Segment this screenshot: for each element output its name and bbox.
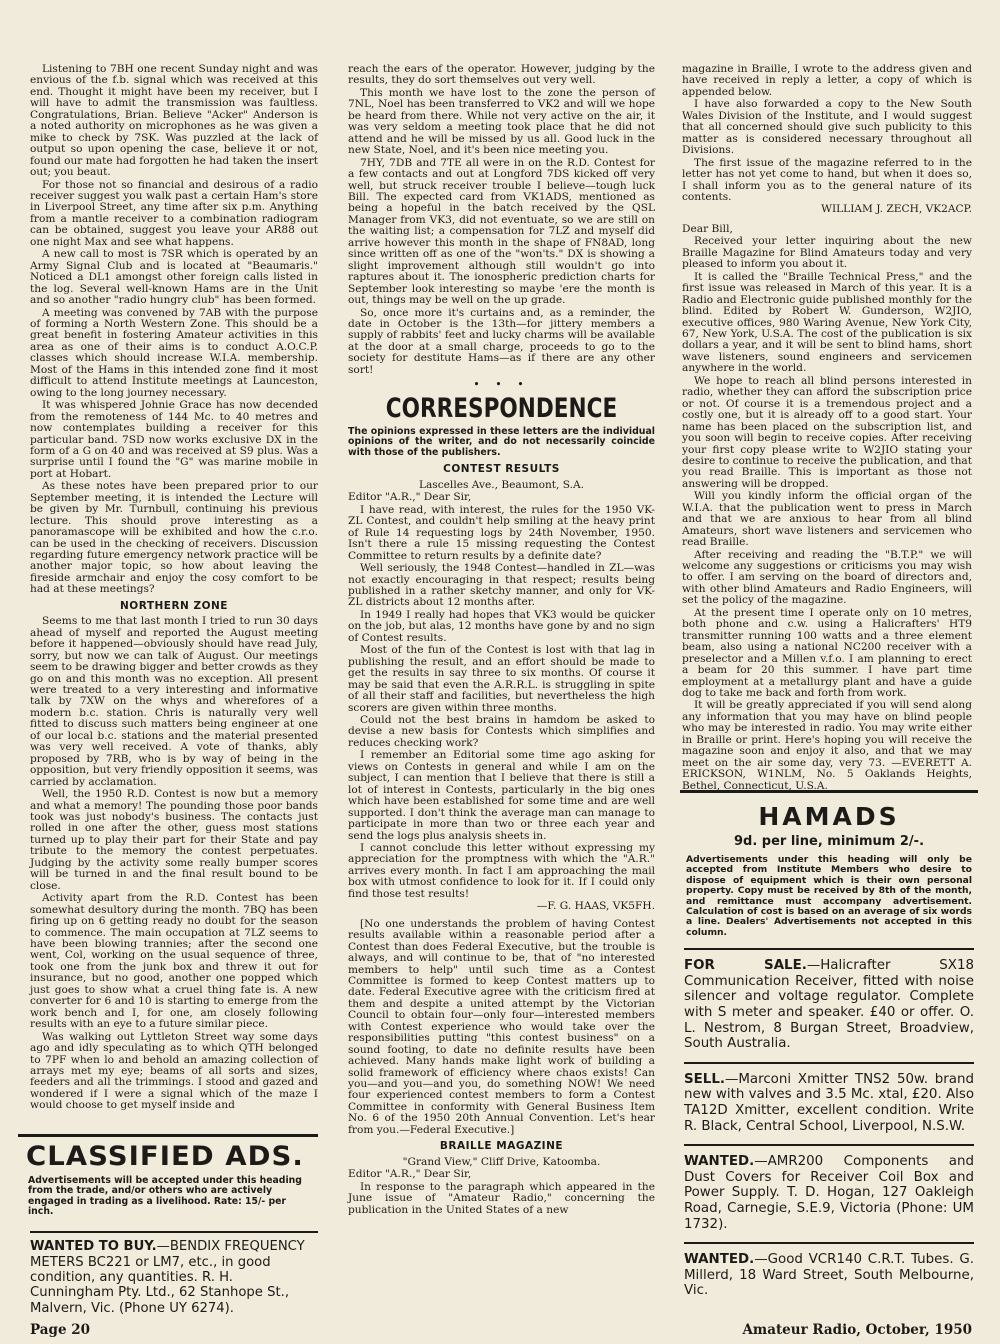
paragraph: In response to the paragraph which appeared in the June issue of "Amateur Radio," concerning the publication in the United States of a new bbox=[348, 1180, 655, 1216]
ad-body: —Good VCR140 C.R.T. Tubes. G. Millerd, 18 Ward Street, South Melbourne, Vic. bbox=[684, 1252, 974, 1299]
paragraph: So, once more it's curtains and, as a reminder, the date in October is the 13th—for jittery members a supply of rabbits' feet and lucky charms will be available at the door at a small charge, proceeds to go to the society for destitute Hams—as if there are any other sort! bbox=[348, 306, 655, 376]
paragraph: I cannot conclude this letter without expressing my appreciation for the promptness with which the "A.R." arrives every month. In fact I am approaching the mail box with utmost confidence to look for it. If I could only find those test results! bbox=[348, 841, 655, 900]
paragraph: In 1949 I really had hopes that VK3 would be quicker on the job, but alas, 12 months have gone by and no sign of Contest results. bbox=[348, 608, 655, 644]
paragraph: Could not the best brains in hamdom be asked to devise a new basis for Contests which simplifies and reduces checking work? bbox=[348, 713, 655, 749]
hamads-note: Advertisements under this heading will only be accepted from Institute Members who desire to dispose of equipment which is their own personal property. Copy must be received by 8th of the month, and remittance must accompany advertisement. Calculation of cost is based on an average of six words a line. Dealers' Advertisements not accepted in this column. bbox=[686, 854, 972, 938]
ad-lead: WANTED. bbox=[684, 1154, 755, 1170]
classified-ads-box bbox=[18, 1134, 318, 1316]
paragraph: Seems to me that last month I tried to run 30 days ahead of myself and reported the August meeting before it happened—obviously should have read July, sorry, but now we can talk of August. Our meetings seem to be drawing bigger and better crowds as they go on and this month was no exception. All present were treated to a very interesting and informative talk by 7XW on the whys and wherefores of a modern b.c. station. Chris is naturally very well fitted to discuss such matters being engineer at one of our local b.c. stations and the material presented was very well received. A vote of thanks, ably proposed by 7RB, who is by way of being in the opposition, but very friendly opposition it seems, was carried by acclamation. bbox=[30, 615, 318, 788]
ad-lead: SELL. bbox=[684, 1071, 725, 1087]
ad-lead: WANTED. bbox=[684, 1252, 755, 1268]
letter-salutation: Dear Bill, bbox=[682, 222, 733, 235]
column-right bbox=[682, 63, 972, 792]
paragraph: A new call to most is 7SR which is operated by an Army Signal Club and is located at "Beaumaris." Noticed a DL1 amongst other foreign calls listed in the log. Several well-known Hams are in the Unit and so another "radio hungry club" has been formed. bbox=[30, 248, 318, 307]
paragraph: Will you kindly inform the official organ of the W.I.A. that the publication went to press in March and that we are anxious to hear from all blind Amateurs, short wave listeners and servicemen who read Braille. bbox=[682, 490, 972, 549]
paragraph: A meeting was convened by 7AB with the purpose of forming a North Western Zone. This should be a great benefit in fostering Amateur activities in this area as one of their aims is to conduct A.O.C.P. classes which should increase W.I.A. membership. Most of the Hams in this intended zone find it most difficult to attend Institute meetings at Launceston, owing to the long journey necessary. bbox=[30, 306, 318, 399]
correspondence-disclaimer: The opinions expressed in these letters are the individual opinions of the writer, and do not necessarily coincide with those of the publishers. bbox=[348, 425, 655, 458]
paragraph: I remember an Editorial some time ago asking for views on Contests in general and while I am on the subject, I can mention that I believe that there is still a lot of interest in Contests, particularly in the big ones which have been established for some time and are well supported. I don't think the average man can manage to participate in more than two or three each year and send the logs plus analysis sheets in. bbox=[348, 749, 655, 842]
column-left bbox=[30, 64, 318, 1160]
paragraph: It will be greatly appreciated if you will send along any information that you may have on blind people who may be interested in radio. You may write either in Braille or print. Here's hoping you will receive the magazine soon and enjoy it also, and that we may meet on the air some day, very 73. —EVERETT A. ERICKSON, W1NLM, No. 5 Oaklands Heights, Bethel, Connecticut, U.S.A. bbox=[682, 699, 972, 792]
ad-body: —Halicrafter SX18 Communication Receiver, fitted with noise silencer and voltage regulator. Complete with S meter and speaker. £40 or offer. O. L. Nestrom, 8 Burgan Street, Broadview, South Australia. bbox=[684, 958, 974, 1052]
paragraph: It is called the "Braille Technical Press," and the first issue was released in March of this year. It is a Radio and Electronic guide published monthly for the blind. Edited by Robert W. Gunderson, W2JIO, executive offices, 980 Waring Avenue, New York City, 67, New York, U.S.A. The cost of the publication is six dollars a year, and it will be sent to blind hams, short wave listeners, sound engineers and servicemen anywhere in the world. bbox=[682, 270, 972, 375]
hamads-price: 9d. per line, minimum 2/-. bbox=[733, 834, 925, 849]
paragraph: For those not so financial and desirous of a radio receiver suggest you walk past a certain Ham's store in Liverpool Street, any time after six p.m. Anything from a mantle receiver to a combination radiogram can be obtained, suggest you leave your AR88 out one night Max and see what happens. bbox=[30, 178, 318, 248]
ad-lead: FOR SALE. bbox=[684, 958, 807, 974]
paragraph: I have read, with interest, the rules for the 1950 VK-ZL Contest, and couldn't help smiling at the heavy print of Rule 14 requesting logs by 24th November, 1950. Isn't there a rule 15 missing requesting the Contest Committee to return results by a definite date? bbox=[348, 503, 655, 562]
paragraph: [No one understands the problem of having Contest results available within a reasonable period after a Contest than does Federal Executive, but the trouble is always, and will continue to be, that of "no interested members to help" until such time as a Contest Committee is formed to keep Contest matters up to date. Federal Executive agree with the criticism fired at them and despite a united attempt by the Victorian Council to obtain four—only four—interested members with Contest experience who would take over the responsibilities putting "this contest business" on a sound footing, to date no definite results have been achieved. Many hands make light work of building a solid framework of efficiency where chaos exists! Can you—and you—and you, do something NOW! We need four experienced contest members to form a Contest Committee in conformity with General Business Item No. 6 of the 1950 20th Annual Convention. Let's hear from you.—Federal Executive.] bbox=[348, 917, 655, 1136]
paragraph: Received your letter inquiring about the new Braille Magazine for Blind Amateurs today and very pleased to inform you about it. bbox=[682, 235, 972, 271]
page-footer bbox=[0, 1312, 1000, 1344]
ad-body: —Marconi Xmitter TNS2 50w. brand new with valves and 3.5 Mc. xtal, £20. Also TA12D Xmitter, excellent condition. Write R. Black, Central School, Liverpool, N.S.W. bbox=[684, 1071, 975, 1134]
hamads-title: HAMADS bbox=[758, 802, 900, 831]
letter-address: Lascelles Ave., Beaumont, S.A. bbox=[418, 478, 585, 491]
hamad-ad bbox=[684, 1242, 974, 1299]
paragraph: Was walking out Lyttleton Street way some days ago and idly speculating as to which QTH belonged to 7PF when lo and behold an amazing collection of arrays met my eye; beams of all sorts and sizes, feeders and all the trimmings. I stood and gazed and wondered if I were a signal which of the maze I would choose to get myself inside and bbox=[30, 1030, 318, 1112]
paragraph: magazine in Braille, I wrote to the address given and have received in reply a letter, a copy of which is appended below. bbox=[682, 63, 972, 98]
hamads-box bbox=[680, 790, 978, 1313]
paragraph: reach the ears of the operator. However, judging by the results, they do sort themselves out very well. bbox=[348, 63, 655, 87]
paragraph: Well seriously, the 1948 Contest—handled in ZL—was not exactly encouraging in that respect; results being published in a rather sketchy manner, and only for VK-ZL districts about 12 months after. bbox=[348, 562, 655, 609]
column-middle bbox=[348, 64, 655, 1320]
ad-body: —AMR200 Components and Dust Covers for Receiver Coil Box and Power Supply. T. D. Hogan, 127 Oakleigh Road, Carnegie, S.E.9, Victoria (Phone: UM 1732). bbox=[684, 1154, 974, 1232]
hamad-ad bbox=[684, 1062, 974, 1134]
paragraph: At the present time I operate only on 10 metres, both phone and c.w. using a Halicrafters' HT9 transmitter running 100 watts and a three element beam, also using a national NC200 receiver with a preselector and a Millen v.f.o. I am planning to erect a beam for 20 this summer. I have part time employment at a metallurgy plant and have a guide dog to take me back and forth from work. bbox=[682, 606, 972, 700]
classified-ads-title: CLASSIFIED ADS. bbox=[26, 1141, 304, 1172]
letter-signature: WILLIAM J. ZECH, VK2ACP. bbox=[821, 203, 972, 216]
letter-address: "Grand View," Cliff Drive, Katoomba. bbox=[402, 1155, 601, 1168]
paragraph: 7HY, 7DB and 7TE all were in on the R.D. Contest for a few contacts and out at Longford 7DS kicked off very well, but struck receiver trouble I believe—tough luck Bill. The expected card from VK1ADS, mentioned as being a hopeful in the batch received by the QSL Manager from VK3, did not eventuate, so we are still on the waiting list; a compensation for 7LZ and myself did arrive however this month in the shape of FN8AD, long since written off as one of the "won'ts." DX is showing a slight improvement although still wouldn't go into raptures about it. The ionospheric prediction charts for September look interesting so maybe 'ere the month is out, things may be well on the up grade. bbox=[348, 156, 655, 307]
paragraph: After receiving and reading the "B.T.P." we will welcome any suggestions or criticisms you may wish to offer. I am serving on the board of directors and, with other blind Amateurs and Radio Engineers, will set the policy of the magazine. bbox=[682, 548, 972, 607]
ad-body: —BENDIX FREQUENCY METERS BC221 or LM7, etc., in good condition, any quantities. R. H. Cunningham Pty. Ltd., 62 Stanhope St., Malvern, Vic. (Phone UY 6274). bbox=[30, 1239, 305, 1316]
hamad-ad bbox=[684, 948, 974, 1052]
paragraph: Well, the 1950 R.D. Contest is now but a memory and what a memory! The pounding those poor bands took was just nobody's business. The contacts just rolled in one after the other, guess most stations turned up to play their part for their State and pay tribute to the memory the contest perpetuates. Judging by the activity some really bumper scores will be turned in and the final result bound to be close. bbox=[30, 788, 318, 892]
paragraph: We hope to reach all blind persons interested in radio, whether they can afford the subscription price or not. Of course it is a tremendous project and a costly one, but it is already off to a good start. Your name has been placed on the subscription list, and you soon will begin to receive copies. After receiving your first copy please write to W2JIO stating your desire to continue to receive the publication, and that you read Braille. This is important as those not answering will be dropped. bbox=[682, 374, 972, 490]
classified-ad bbox=[30, 1231, 318, 1316]
classified-ads-note: Advertisements will be accepted under this heading from the trade, and/or others who are actively engaged in trading as a livelihood. Rate: 15/- per inch. bbox=[28, 1175, 302, 1217]
correspondence-title: CORRESPONDENCE bbox=[385, 392, 618, 424]
letter-salutation: Editor "A.R.," Dear Sir, bbox=[348, 1168, 472, 1181]
paragraph: As these notes have been prepared prior to our September meeting, it is intended the Lecture will be given by Mr. Turnbull, continuing his previous lecture. This should prove interesting as a panoramascope will be exhibited and how the c.r.o. can be used in the checking of receivers. Discussion regarding future emergency network practice will be another major topic, so how about leaving the fireside armchair and enjoy the cosy comfort to be had at these meetings? bbox=[30, 480, 318, 596]
section-divider-dots: • • • bbox=[473, 378, 530, 392]
journal-issue: Amateur Radio, October, 1950 bbox=[742, 1322, 972, 1338]
paragraph: I have also forwarded a copy to the New South Wales Division of the Institute, and I would suggest that all concerned should give such publicity to this matter as is considered necessary throughout all Divisions. bbox=[682, 98, 972, 157]
editor-note bbox=[348, 919, 655, 1137]
letter-heading-contest-results: CONTEST RESULTS bbox=[443, 463, 560, 476]
paragraph: Most of the fun of the Contest is lost with that lag in publishing the result, and an effort should be made to get the results in say three to six months. Of course it may be said that even the A.R.R.L. is struggling in spite of all their staff and facilities, but nevertheless the high scorers are given within three months. bbox=[348, 644, 655, 714]
section-heading-northern-zone: NORTHERN ZONE bbox=[120, 599, 228, 612]
letter-salutation: Editor "A.R.," Dear Sir, bbox=[348, 491, 472, 504]
paragraph: It was whispered Johnie Grace has now decended from the remoteness of 144 Mc. to 40 metres and now contemplates building a receiver for this particular band. 7SD now works exclusive DX in the form of a G on 40 and was received at S9 plus. Was a surprise until I found the "G" was marine mobile in port at Hobart. bbox=[30, 399, 318, 480]
hamad-ad bbox=[684, 1144, 974, 1232]
letter-heading-braille-magazine: BRAILLE MAGAZINE bbox=[439, 1140, 564, 1153]
ad-lead: WANTED TO BUY. bbox=[30, 1239, 157, 1255]
paragraph: Listening to 7BH one recent Sunday night and was envious of the f.b. signal which was received at this end. Thought it might have been my receiver, but I will have to admit the transmission was faultless. Congratulations, Brian. Believe "Acker" Anderson is a noted authority on microphones as he was given a mike to check by 7SK. Was puzzled at the lack of output so upon opening the case, believe it or not, found our mate had forgotten he had taken the insert out; you beaut. bbox=[30, 63, 318, 179]
paragraph: This month we have lost to the zone the person of 7NL, Noel has been transferred to VK2 and will we hope be heard from there. While not very active on the air, it was very seldom a meeting took place that he did not attend and he will be missed by us all. Good luck in the new State, Noel, and it's been nice meeting you. bbox=[348, 86, 655, 157]
letter-signature: —F. G. HAAS, VK5FH. bbox=[536, 900, 655, 913]
paragraph: The first issue of the magazine referred to in the letter has not yet come to hand, but when it does so, I shall inform you as to the general nature of its contents. bbox=[682, 156, 972, 203]
paragraph: Activity apart from the R.D. Contest has been somewhat desultory during the month. 7BQ has been firing up on 6 getting ready no doubt for the season to commence. The main occupation at 7LZ seems to have been blowing trannies; after the second one went, Col, working on the usual sequence of three, took one from the junk box and threw it out for insurance, but no good, another one popped which just goes to show what a cruel thing fate is. A new converter for 6 and 10 is starting to emerge from the work bench and I, for one, am closely following results with an eye to a future similar piece. bbox=[30, 892, 318, 1031]
page-number: Page 20 bbox=[30, 1322, 91, 1338]
